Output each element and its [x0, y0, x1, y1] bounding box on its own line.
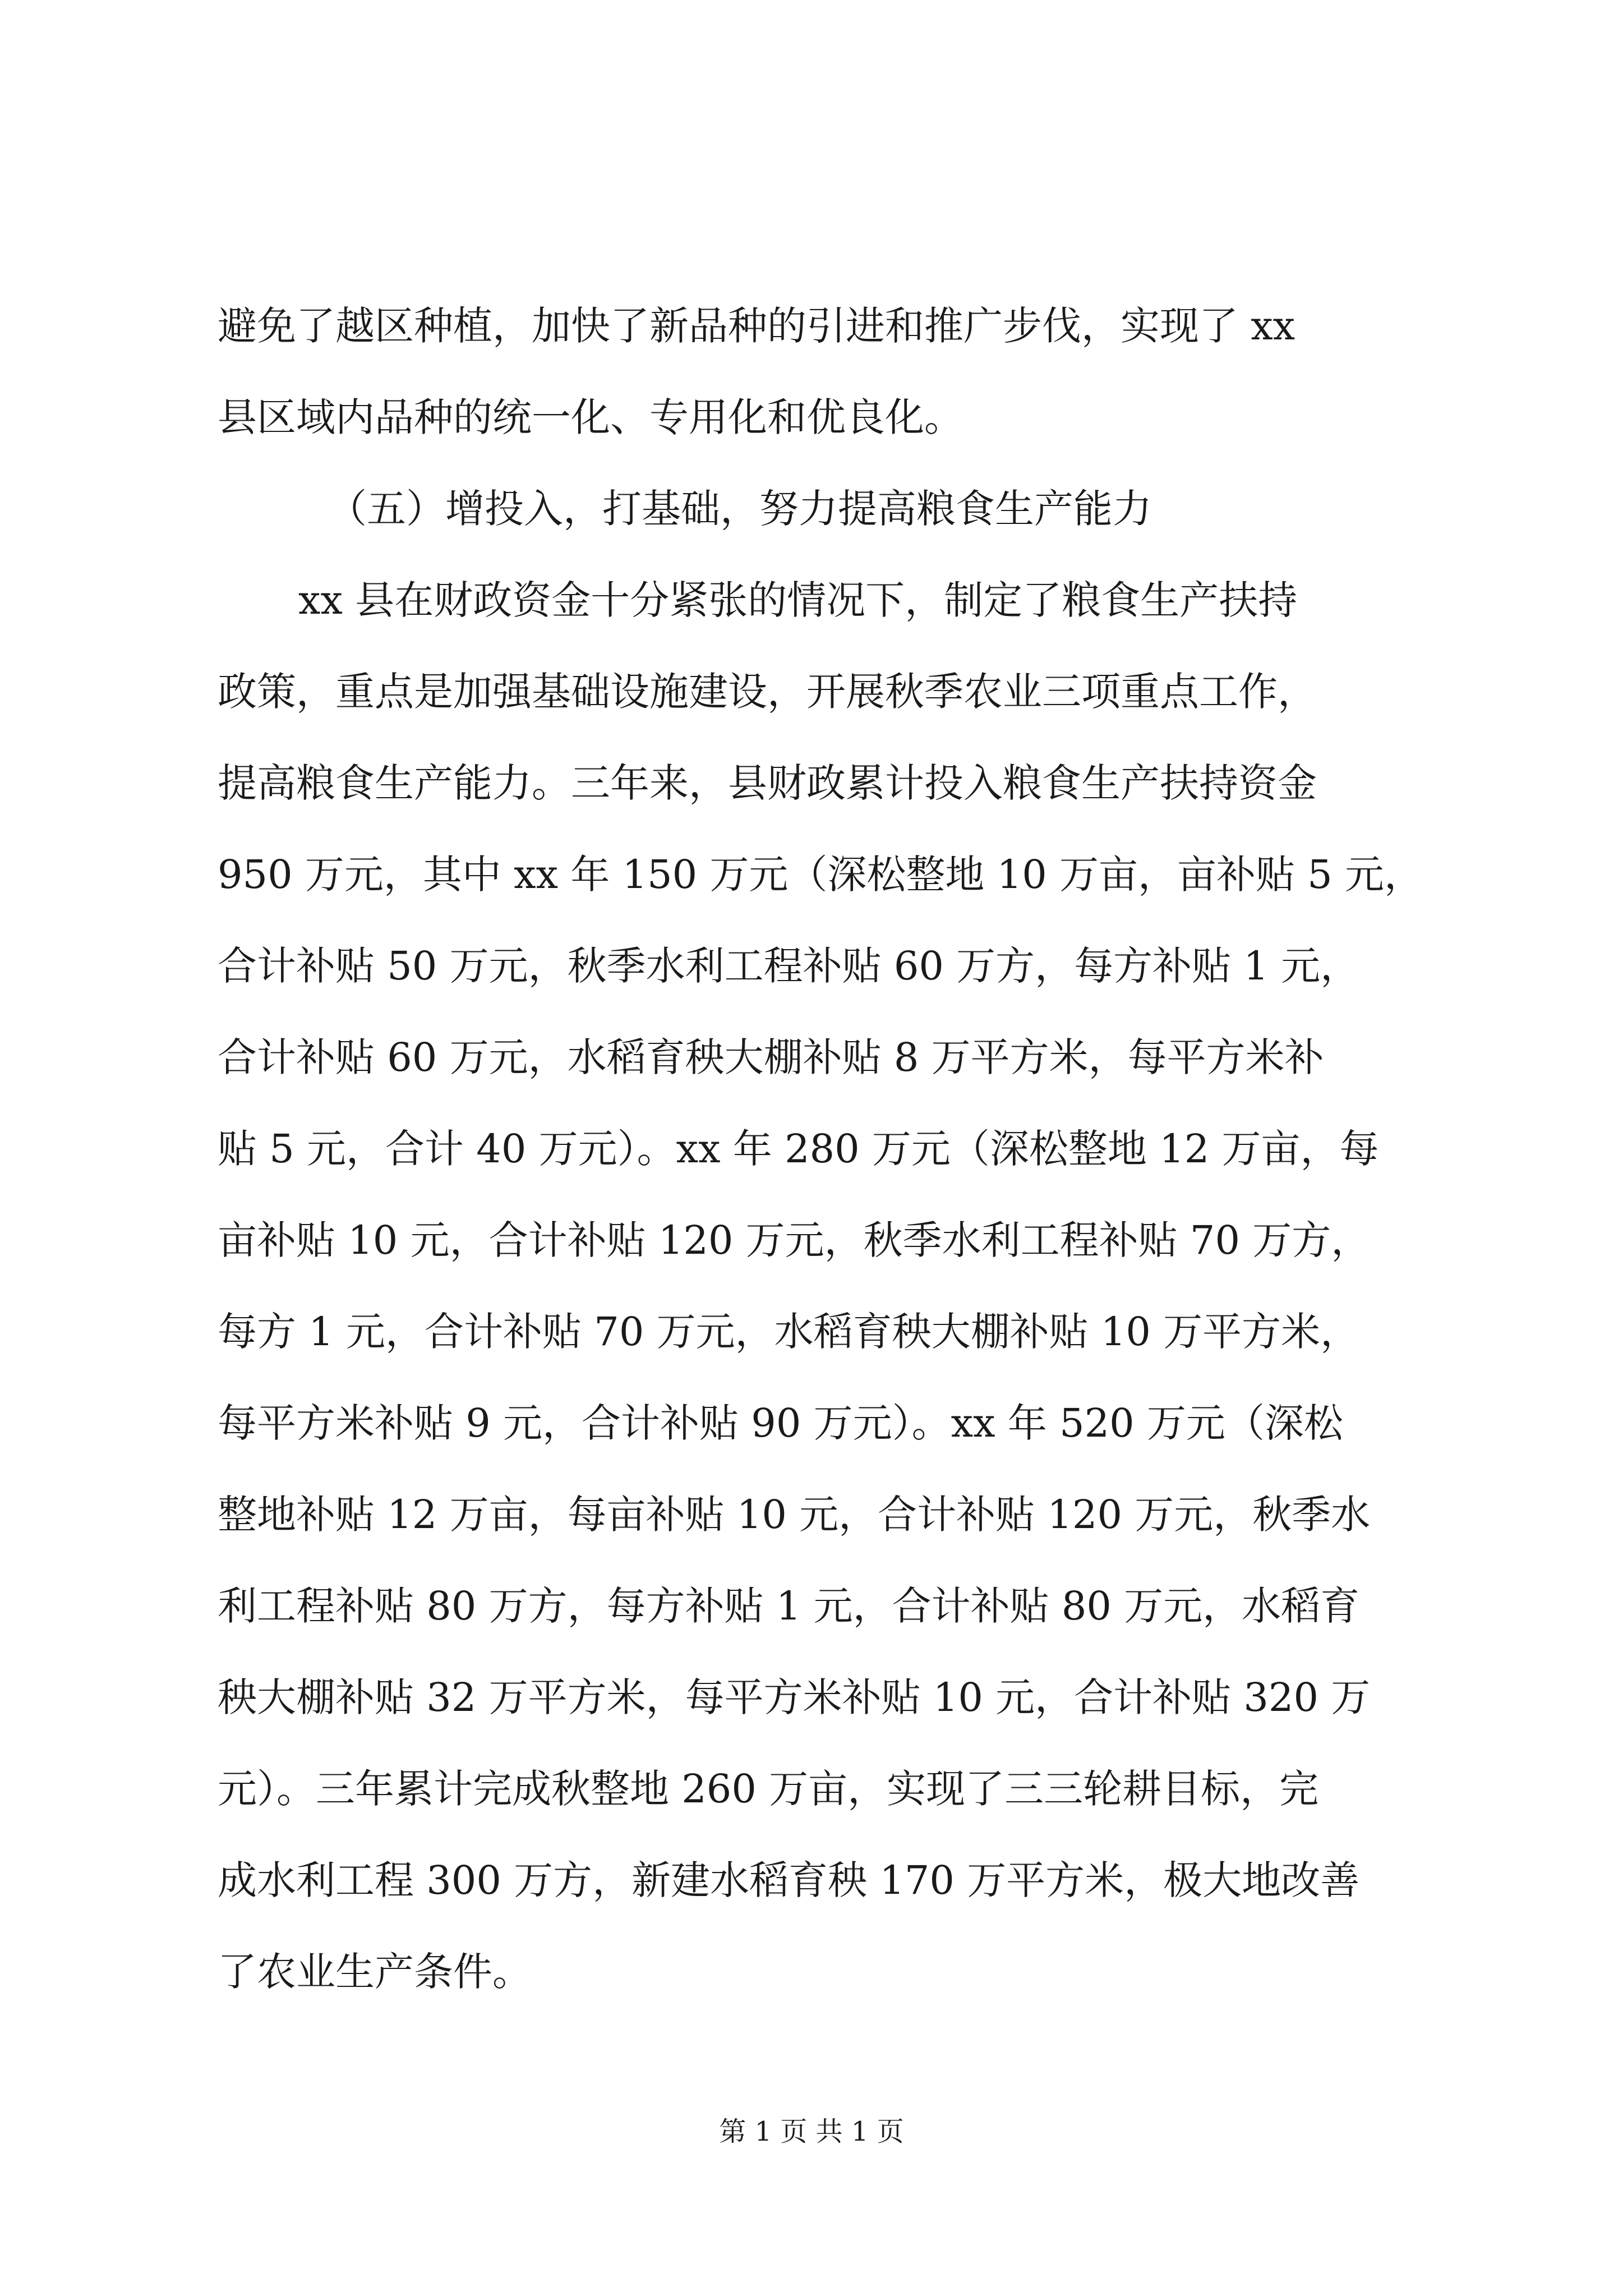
body-line: 提高粮食生产能力。三年来，县财政累计投入粮食生产扶持资金: [218, 760, 1317, 806]
body-line: 了农业生产条件。: [218, 1949, 532, 1995]
document-body: [218, 302, 1424, 2039]
body-line: 成水利工程 300 万方，新建水稻育秧 170 万平方米，极大地改善: [218, 1857, 1360, 1903]
body-line: 合计补贴 60 万元，水稻育秧大棚补贴 8 万平方米，每平方米补: [218, 1034, 1324, 1080]
body-line: 每方 1 元，合计补贴 70 万元，水稻育秧大棚补贴 10 万平方米，: [218, 1309, 1360, 1355]
paragraph-first-line: xx 县在财政资金十分紧张的情况下，制定了粮食生产扶持: [298, 577, 1298, 623]
body-line: 整地补贴 12 万亩，每亩补贴 10 元，合计补贴 120 万元，秋季水: [218, 1492, 1371, 1538]
body-line: 县区域内品种的统一化、专用化和优良化。: [218, 394, 963, 440]
body-line: 政策，重点是加强基础设施建设，开展秋季农业三项重点工作，: [218, 669, 1317, 715]
body-line: 合计补贴 50 万元，秋季水利工程补贴 60 万方，每方补贴 1 元，: [218, 943, 1360, 989]
body-line: 秧大棚补贴 32 万平方米，每平方米补贴 10 元，合计补贴 320 万: [218, 1674, 1371, 1720]
body-line: 950 万元，其中 xx 年 150 万元（深松整地 10 万亩，亩补贴 5 元，: [218, 852, 1424, 898]
body-line: 元）。三年累计完成秋整地 260 万亩，实现了三三轮耕目标，完: [218, 1766, 1319, 1812]
body-line: 每平方米补贴 9 元，合计补贴 90 万元）。xx 年 520 万元（深松: [218, 1400, 1343, 1446]
page-footer: 第 1 页 共 1 页: [719, 2116, 904, 2147]
body-line: 避免了越区种植，加快了新品种的引进和推广步伐，实现了 xx: [218, 303, 1295, 349]
body-line: 亩补贴 10 元，合计补贴 120 万元，秋季水利工程补贴 70 万方，: [218, 1217, 1371, 1263]
body-line: 贴 5 元，合计 40 万元）。xx 年 280 万元（深松整地 12 万亩，每: [218, 1126, 1379, 1172]
body-line: 利工程补贴 80 万方，每方补贴 1 元，合计补贴 80 万元，水稻育: [218, 1583, 1360, 1629]
section-heading: （五）增投入，打基础，努力提高粮食生产能力: [328, 486, 1152, 532]
